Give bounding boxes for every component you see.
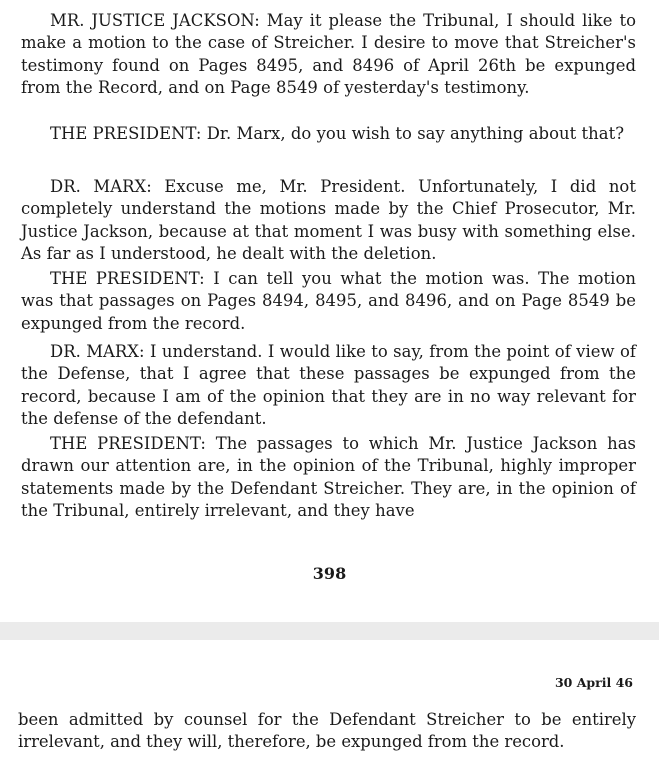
paragraph-marx-reply: DR. MARX: Excuse me, Mr. President. Unfortunately, I did not completely understand the motions made by the Chief Prosecutor, Mr. Justice Jackson, because at that moment I was busy with something else. As far as I understood, he dealt with the deletion. bbox=[21, 177, 636, 264]
page-number: 398 bbox=[312, 564, 347, 583]
paragraph-president-motion-summary: THE PRESIDENT: I can tell you what the motion was. The motion was that passages on Pages 8494, 8495, and 8496, and on Page 8549 be expunged from the record. bbox=[21, 269, 636, 333]
paragraph-president-ruling: THE PRESIDENT: The passages to which Mr. Justice Jackson has drawn our attention are, in the opinion of the Tribunal, highly improper statements made by the Defendant Streicher. They are, in the opinion of the Tribunal, entirely irrelevant, and they have bbox=[21, 434, 636, 521]
paragraph-marx-agreement: DR. MARX: I understand. I would like to say, from the point of view of the Defense, that I agree that these passages be expunged from the record, because I am of the opinion that they are in no way relevant for the defense of the defendant. bbox=[21, 342, 636, 429]
date-header: 30 April 46 bbox=[554, 675, 633, 690]
page-separator bbox=[0, 622, 659, 640]
paragraph-jackson-motion: MR. JUSTICE JACKSON: May it please the Tribunal, I should like to make a motion to the case of Streicher. I desire to move that Streicher's testimony found on Pages 8495, and 8496 of April 26th be expunged from the Record, and on Page 8549 of yesterday's testimony. bbox=[21, 11, 636, 98]
paragraph-president-question: THE PRESIDENT: Dr. Marx, do you wish to say anything about that? bbox=[50, 124, 625, 143]
paragraph-continuation: been admitted by counsel for the Defendant Streicher to be entirely irrelevant, and they will, therefore, be expunged from the record. bbox=[18, 710, 636, 752]
